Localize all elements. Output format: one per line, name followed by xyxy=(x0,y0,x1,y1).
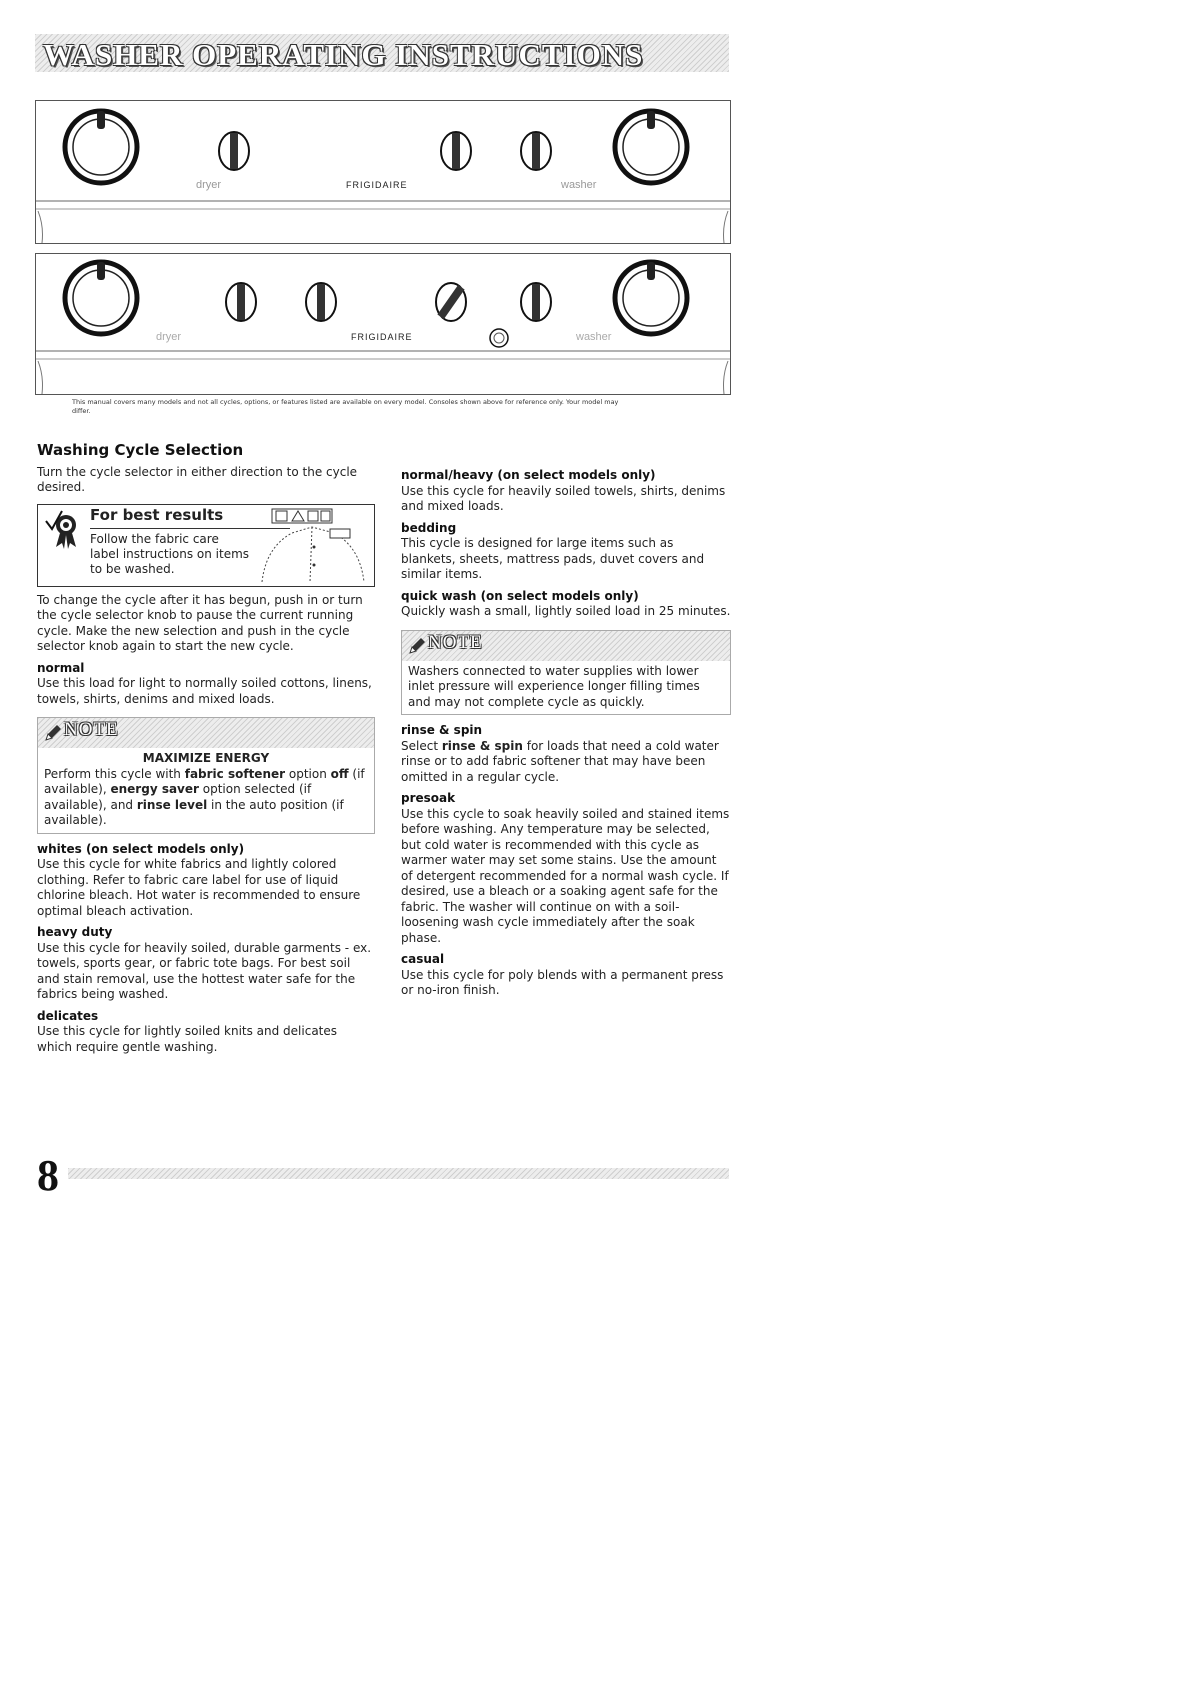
note-text-part: in the auto position (if available). xyxy=(44,797,344,827)
washer-temp-knob xyxy=(521,283,551,321)
bedding-text: This cycle is designed for large items such as blankets, sheets, mattress pads, duvet covers and similar items. xyxy=(401,536,705,581)
casual-text: Use this cycle for poly blends with a permanent press or no-iron finish. xyxy=(401,967,724,997)
heavy-duty-text: Use this cycle for heavily soiled, durable garments - ex. towels, sports gear, or fabric tote bags. For best soil and stain removal, use the hottest water safe for the fabrics being washed. xyxy=(37,940,372,1001)
washer-cycle-dial xyxy=(615,262,687,334)
dryer-temp-knob xyxy=(219,132,249,170)
page-number: 8 xyxy=(37,1151,59,1200)
brand-label: FRIGIDAIRE xyxy=(351,332,413,342)
washer-cycle-dial xyxy=(615,111,687,183)
dryer-temp-knob xyxy=(226,283,256,321)
note-text xyxy=(44,767,368,829)
page-title: WASHER OPERATING INSTRUCTIONS xyxy=(43,37,644,72)
note-bold-fabric-softener: fabric softener xyxy=(184,766,286,781)
shirt-care-label-icon xyxy=(252,507,372,582)
dryer-label: dryer xyxy=(156,331,182,343)
note-text: Washers connected to water supplies with lower inlet pressure will experience longer filling times and may not complete cycle as quickly. xyxy=(408,663,700,709)
normal-text: Use this load for light to normally soiled cottons, linens, towels, shirts, denims and mixed loads. xyxy=(37,676,372,706)
washer-label: washer xyxy=(561,179,597,191)
rinse-spin-title: rinse & spin xyxy=(401,723,483,737)
note-bold-rinse-level: rinse level xyxy=(136,797,208,812)
note-body xyxy=(402,661,730,715)
best-results-text: Follow the fabric care label instructions on items to be washed. xyxy=(90,531,250,576)
delicates-text: Use this cycle for lightly soiled knits and delicates which require gentle washing. xyxy=(37,1024,338,1054)
dryer-cycle-dial xyxy=(65,111,137,183)
normal-heavy-text: Use this cycle for heavily soiled towels, shirts, denims and mixed loads. xyxy=(401,483,726,513)
rinse-spin-text xyxy=(401,739,731,786)
normal-title: normal xyxy=(37,660,85,675)
console-illustration-1 xyxy=(35,100,731,244)
note-text-part: option selected (if available), and xyxy=(44,782,312,812)
quick-wash-text: Quickly wash a small, lightly soiled load in 25 minutes. xyxy=(401,604,731,618)
pencil-note-icon xyxy=(44,724,62,742)
whites-title: whites (on select models only) xyxy=(37,841,245,856)
washer-water-level-knob xyxy=(521,132,551,170)
whites-text: Use this cycle for white fabrics and lightly colored clothing. Refer to fabric care label for use of liquid chlorine bleach. Hot water is recommended to ensure optimal bleach activation. xyxy=(37,857,361,918)
note-box-pressure xyxy=(401,630,731,716)
note-body xyxy=(38,748,374,833)
dryer-chime-knob xyxy=(306,283,336,321)
console-illustration-2 xyxy=(35,253,731,395)
note-header xyxy=(402,631,730,661)
note-text-part: Perform this cycle with xyxy=(44,766,185,781)
note-text-part: option xyxy=(285,766,331,781)
pencil-note-icon xyxy=(408,637,426,655)
note-text-part: (if available), xyxy=(44,766,365,796)
best-results-box xyxy=(37,504,375,587)
right-column xyxy=(401,468,731,999)
note-heading: MAXIMIZE ENERGY xyxy=(142,751,270,765)
washer-temp-knob xyxy=(441,132,471,170)
washer-label: washer xyxy=(576,331,612,343)
change-cycle-text: To change the cycle after it has begun, push in or turn the cycle selector knob to pause the current running cycle. Make the new selection and push in the cycle selector knob again to start the new cycle. xyxy=(37,592,363,653)
award-ribbon-icon xyxy=(44,507,84,551)
note-bold-off: off xyxy=(330,766,349,781)
presoak-title: presoak xyxy=(401,791,456,805)
section-heading: Washing Cycle Selection xyxy=(37,441,244,459)
note-box-energy xyxy=(37,717,375,834)
rinse-spin-bold: rinse & spin xyxy=(441,738,523,753)
title-bar xyxy=(35,34,729,72)
note-label: NOTE xyxy=(64,719,119,740)
normal-heavy-title: normal/heavy (on select models only) xyxy=(401,468,656,482)
heavy-duty-title: heavy duty xyxy=(37,925,113,939)
note-label: NOTE xyxy=(428,631,483,653)
dryer-label: dryer xyxy=(196,179,222,191)
footer-bar xyxy=(68,1168,729,1179)
casual-title: casual xyxy=(401,952,445,966)
presoak-text: Use this cycle to soak heavily soiled and stained items before washing. Any temperature may be selected, but cold water is recommended with this cycle as warmer water may set some stains. Use the amount of detergent recommended for a normal wash cycle. If desired, use a bleach or a soaking agent safe for the fabric. The washer will continue on with a soil-loosening wash cycle immediately after the soak phase. xyxy=(401,806,730,945)
rinse-spin-text-part: for loads that need a cold water rinse or to add fabric softener that may have been omitted in a regular cycle. xyxy=(401,738,719,784)
intro-text: Turn the cycle selector in either direction to the cycle desired. xyxy=(37,464,358,494)
bedding-title: bedding xyxy=(401,520,457,535)
delicates-title: delicates xyxy=(37,1008,99,1023)
left-column xyxy=(37,443,375,1055)
note-bold-energy-saver: energy saver xyxy=(110,782,199,796)
rinse-spin-text-part: Select xyxy=(401,738,442,753)
dryer-cycle-dial xyxy=(65,262,137,334)
best-results-title: For best results xyxy=(90,505,224,524)
fabric-softener-button xyxy=(490,329,508,347)
console-2-drawing xyxy=(36,254,730,394)
note-header xyxy=(38,718,374,748)
quick-wash-title: quick wash (on select models only) xyxy=(401,588,639,603)
washer-option-knob xyxy=(436,283,466,321)
console-1-drawing xyxy=(36,101,730,243)
brand-label: FRIGIDAIRE xyxy=(346,180,408,190)
console-disclaimer: This manual covers many models and not all cycles, options, or features listed are available on every model. Consoles shown above for reference only. Your model may differ. xyxy=(72,398,619,415)
